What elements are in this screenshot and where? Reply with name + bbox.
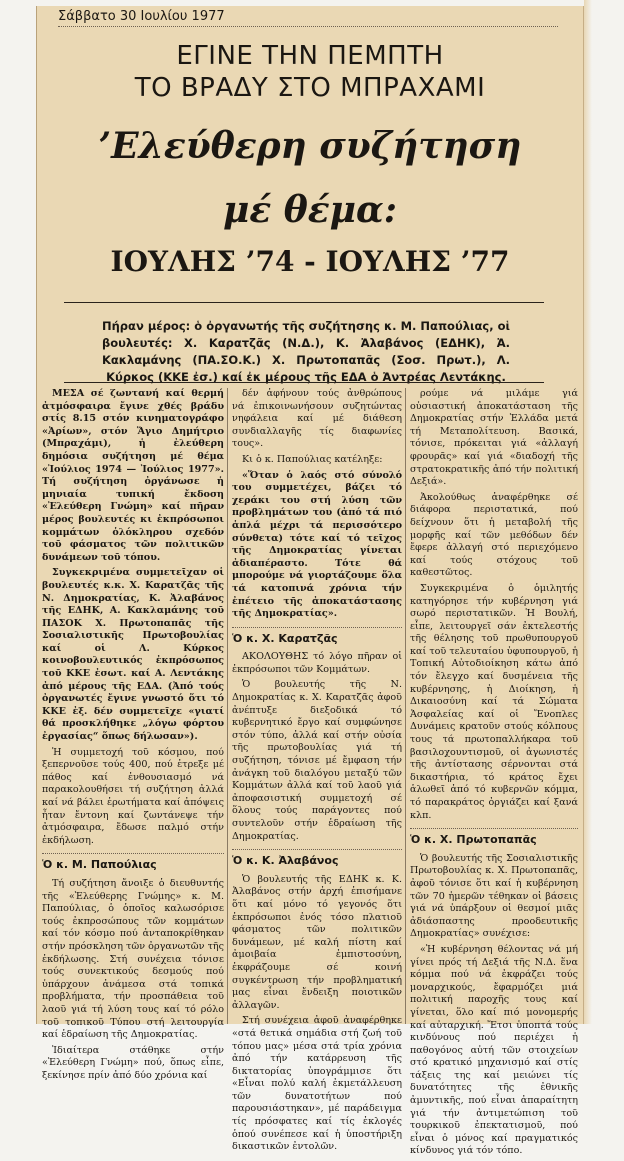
headline-line-4: μέ θέμα: <box>222 189 397 231</box>
dateline: Σάββατο 30 Ιουλίου 1977 <box>58 9 558 27</box>
newspaper-clipping <box>36 6 584 1157</box>
headline-line-2: ΤΟ ΒΡΑΔΥ ΣΤΟ ΜΠΡΑΧΑΜΙ <box>134 73 486 103</box>
paragraph: Συγκεκριμένα συμμετεῖχαν οἱ βουλευτές κ.κ. Χ. Καρατζᾶς τῆς Ν. Δημοκρατίας, Κ. Ἀλαβάνος τῆς ΕΔΗΚ, Α. Κακλαμάνης τοῦ ΠΑΣΟΚ Χ. Πρωτοπαπᾶς τῆς Σοσιαλιστικῆς Πρωτοβουλίας καί οἱ Λ. Κύρκος κοινοβουλευτικός ἐκπρόσωπος τοῦ ΚΚΕ ἐσωτ. καί Α. Λεντάκης ἀπό μέρους τῆς ΕΔΑ. (Ἀπό τούς ὀργανωτές ἔγινε γνωστό ὅτι τό ΚΚΕ ἐξ. δέν συμμετεῖχε «γιατί θά προσκλήθηκε „λόγω φόρτου ἐργασίας“ ὅπως δήλωσαν»). <box>42 567 224 743</box>
clipping-shadow <box>584 0 592 1024</box>
paragraph: Ἀκολούθως ἀναφέρθηκε σέ διάφορα περιστατικά, πού δείχνουν ὅτι ἡ μεταβολή τῆς μορφῆς καί τῶν μεθόδων δέν ἔφερε ἀλλαγή στό περιεχόμενο καί τούς στόχους τοῦ καθεστῶτος. <box>410 491 578 579</box>
column-separator <box>227 388 228 1024</box>
article-column-3 <box>410 388 578 1161</box>
paragraph: Τή συζήτηση ἄνοιξε ὁ διευθυντής τῆς «Ἐλεύθερης Γνώμης» κ. Μ. Παπούλιας, ὁ ὁποῖος καλωσόρισε τούς ἐκπροσώπους τῶν κομμάτων καί τόν κόσμο πού ἀνταποκρίθηκαν στήν πρόσκληση τῶν ὀργανωτῶν τῆς ἐκδήλωσης. Στή συνέχεια τόνισε τούς συνεκτικούς δεσμούς πού ὑπάρχουν ἀνάμεσα στά τοπικά προβλήματα, τήν προσπάθεια τοῦ λαοῦ γιά τή λύση τους καί τό ρόλο τοῦ τοπικοῦ Τύπου στή λειτουργία καί ἑδραίωση τῆς Δημοκρατίας. <box>42 877 224 1041</box>
headline-line-1: ΕΓΙΝΕ ΤΗΝ ΠΕΜΠΤΗ <box>176 41 444 71</box>
paragraph: Ὁ βουλευτής τῆς ΕΔΗΚ κ. Κ. Ἀλαβάνος στήν ἀρχή ἐπισήμανε ὅτι καί μόνο τό γεγονός ὅτι ἐκπρόσωποι ἑνός τόσο πλατιοῦ φάσματος τῶν πολιτικῶν δυνάμεων, μέ καλή πίστη καί ἀμοιβαία ἐμπιστοσύνη, ἐκφράζουμε σέ κοινή συγκέντρωση τήν προβληματική μας εἶναι ἔνδειξη ποιοτικῶν ἀλλαγῶν. <box>232 873 402 1011</box>
section-heading: Ὁ κ. Μ. Παπούλιας <box>42 853 224 872</box>
section-heading: Ὁ κ. Χ. Πρωτοπαπᾶς <box>410 828 578 847</box>
paragraph: δέν ἀφήνουν τούς ἀνθρώπους νά ἐπικοινωνήσουν συζητώντας νηφάλεια καί μέ διάθεση συνδιαλλαγῆς τίς διαφωνίες τους». <box>232 388 402 450</box>
top-divider <box>64 302 544 303</box>
paragraph: Στή συνέχεια ἀφοῦ ἀναφέρθηκε «στά θετικά σημάδια στή ζωή τοῦ τόπου μας» μέσα στά τρία χρόνια ἀπό τήν κατάρρευση τῆς δικτατορίας ὑπογράμμισε ὅτι «Εἶναι πολύ καλή ἐκμετάλλευση τῶν δυνατοτήτων πού παρουσιάστηκαν», μέ παράδειγμα τίς πρόσφατες καί τίς ἐκλογές ὁπού συνέπεσε καί ἡ ὑποστήριξη δικαστικῶν ἐντολῶν. <box>232 1015 402 1153</box>
paragraph: Κι ὁ κ. Παπούλιας κατέληξε: <box>242 453 383 465</box>
intro-paragraph: Πήραν μέρος: ὁ ὀργανωτής τῆς συζήτησης κ. Μ. Παπούλιας, οἱ βουλευτές: Χ. Καρατζᾶς (Ν.Δ.), Κ. Ἀλαβάνος (ΕΔΗΚ), Ἀ. Κακλαμάνης (ΠΑ.ΣΟ.Κ.) Χ. Πρωτοπαπᾶς (Σοσ. Πρωτ.), Λ. Κύρκος (ΚΚΕ ἐσ.) καί ἐκ μέρους τῆς ΕΔΑ ὁ Ἀντρέας Λεντάκης. <box>102 319 510 384</box>
paragraph: Ὁ βουλευτής τῆς Σοσιαλιστικῆς Πρωτοβουλίας κ. Χ. Πρωτοπαπᾶς, ἀφοῦ τόνισε ὅτι καί ἡ κυβέρνηση τῶν 70 ἡμερῶν τέθηκαν οἱ βάσεις γιά νά ὑπάρξουν οἱ θεσμοί μιᾶς ἀδιάσπαστης προοδευτικῆς Δημοκρατίας» συνέχισε: <box>410 852 578 940</box>
column-separator <box>405 388 406 1024</box>
paragraph: Ἰδιαίτερα στάθηκε στήν «Ἐλεύθερη Γνώμη» πού, ὅπως εἶπε, ξεκίνησε πρίν ἀπό δύο χρόνια καί <box>42 1044 224 1081</box>
bottom-divider <box>64 382 544 383</box>
paragraph: «Ὅταν ὁ λαός στό σύνολό του συμμετέχει, βάζει τό χεράκι του στή λύση τῶν προβλημάτων του (ἀπό τά πιό ἁπλά μέχρι τά περισσότερο σύνθετα) τότε καί τό τεῖχος τῆς Δημοκρατίας γίνεται ἀδιαπέραστο. Τότε θά μπορούμε νά γιορτάζουμε ὅλα τά κατοπινά χρόνια τήν ἐπέτειο τῆς ἀποκατάστασης τῆς Δημοκρατίας». <box>232 469 402 620</box>
article-column-1 <box>42 388 224 1085</box>
paragraph: Ὁ βουλευτής τῆς Ν. Δημοκρατίας κ. Χ. Καρατζᾶς ἀφοῦ ἀνέπτυξε διεξοδικά τό κυβερνητικό ἔργο καί συμφώνησε στόν τύπο, ἀλλά καί στήν οὐσία τῆς πρωτοβουλίας γιά τή συζήτηση, τόνισε μέ ἔμφαση τήν ἀνάγκη τοῦ διαλόγου μεταξύ τῶν Κομμάτων ἀλλά καί τοῦ λαοῦ γιά ἀποφασιστική συμμετοχή σέ ὅλους τούς παράγοντες πού συντελοῦν στήν ἑδραίωση τῆς Δημοκρατίας. <box>232 679 402 842</box>
paragraph: ΜΕΣΑ σέ ζωντανή καί θερμή ἀτμόσφαιρα ἔγινε χθές βράδυ στίς 8.15 στόν κινηματογράφο «Ἀρίων», στόν Ἅγιο Δημήτριο (Μπραχάμι), ἡ ἐλεύθερη δημόσια συζήτηση μέ θέμα «Ἰούλιος 1974 — Ἰούλιος 1977». Τή συζήτηση ὀργάνωσε ἡ μηνιαία τυπική ἔκδοση «Ἐλεύθερη Γνώμη» καί πῆραν μέρος βουλευτές κι ἐκπρόσωποι κομμάτων ὁλόκληρου σχεδόν τοῦ φάσματος τῶν πολιτικῶν δυνάμεων τοῦ τόπου. <box>42 388 224 563</box>
section-heading: Ὁ κ. Κ. Ἀλαβάνος <box>232 849 402 868</box>
paragraph: ρούμε νά μιλάμε γιά οὐσιαστική ἀποκατάσταση τῆς Δημοκρατίας στήν Ἑλλάδα μετά τή Μεταπολίτευση. Βασικά, τόνισε, πρόκειται γιά «ἀλλαγή φρουρᾶς» καί γιά «διαδοχή τῆς στρατοκρατικῆς ἀπό τήν πολιτική Δεξιά». <box>410 388 578 488</box>
paragraph: ΑΚΟΛΟΥΘΗΣ τό λόγο πῆραν οἱ ἐκπρόσωποι τῶν Κομμάτων. <box>232 651 402 675</box>
headline-line-5: ΙΟΥΛΗΣ ’74 - ΙΟΥΛΗΣ ’77 <box>110 245 510 278</box>
section-heading: Ὁ κ. Χ. Καρατζᾶς <box>232 627 402 646</box>
paragraph: Ἡ συμμετοχή τοῦ κόσμου, πού ξεπερνοῦσε τούς 400, πού ἐτρεξε μέ πάθος καί ἐνθουσιασμό νά παρακολουθήσει τή συζήτηση ἀλλά καί νά βάλει ἐρωτήματα καί ἀπόψεις ἦταν ἔντονη καί ζωντάνεψε τήν ἀτμόσφαιρα, ἔδωσε παλμό στήν ἐκδήλωση. <box>42 746 224 846</box>
paragraph: Συγκεκριμένα ὁ ὁμιλητής κατηγόρησε τήν κυβέρνηση γιά σωρό περιστατικῶν. Ἡ Βουλή, εἶπε, λειτουργεῖ σάν ἐκτελεστής τῆς θέλησης τοῦ πρωθυπουργοῦ καί τοῦ τελευταίου ὑφυπουργοῦ, ἡ Τοπική Αὐτοδιοίκηση κάτω ἀπό τόν ἔλεγχο καί δυσμένεια τῆς κυβέρνησης, ἡ Διοίκηση, ἡ Δικαιοσύνη καί τά Σώματα Ἀσφαλείας καί οἱ Ἔνοπλες Δυνάμεις κρατοῦν στούς κόλπους τους τά πρωτοπαλλήκαρα τοῦ βασιλοχουντισμοῦ, οἱ ἀγωνιστές τῆς ἀντίστασης σέρνονται στά δικαστήρια, τό κράτος ἔχει ἁλωθεῖ ἀπό τό κυβερνῶν κόμμα, τό παρακράτος ὀργιάζει καί ξανά κλπ. <box>410 582 578 821</box>
article-column-2 <box>232 388 402 1157</box>
paragraph: «Ἡ κυβέρνηση θέλοντας νά μή γίνει πρός τή Δεξιά τῆς Ν.Δ. ἕνα κόμμα πού νά ἐκφράζει τούς μοναρχικούς, ἔφαρμόζει μιά πολιτική παροχῆς τους καί γίνεται, ὅλο καί πιό μονομερής καί αὐταρχική. Ἔτσι ὑποπτά τούς κινδύνους πού περιέχει ἡ παθογόνος αὐτή τῶν στοιχείων στό κρατικό μηχανισμό καί στίς τάξεις της καί μειώνει τίς δυνατότητες τῆς ἐθνικῆς ἀμυντικῆς, πού εἶναι ἀπαραίτητη γιά τήν ἀντιμετώπιση τοῦ τουρκικοῦ ἐπεκτατισμοῦ, πού εἶναι ὁ μόνος καί πραγματικός κίνδυνος γιά τόν τόπο. <box>410 943 578 1157</box>
headline-line-3: ’Ελεύθερη συζήτηση <box>98 125 522 167</box>
